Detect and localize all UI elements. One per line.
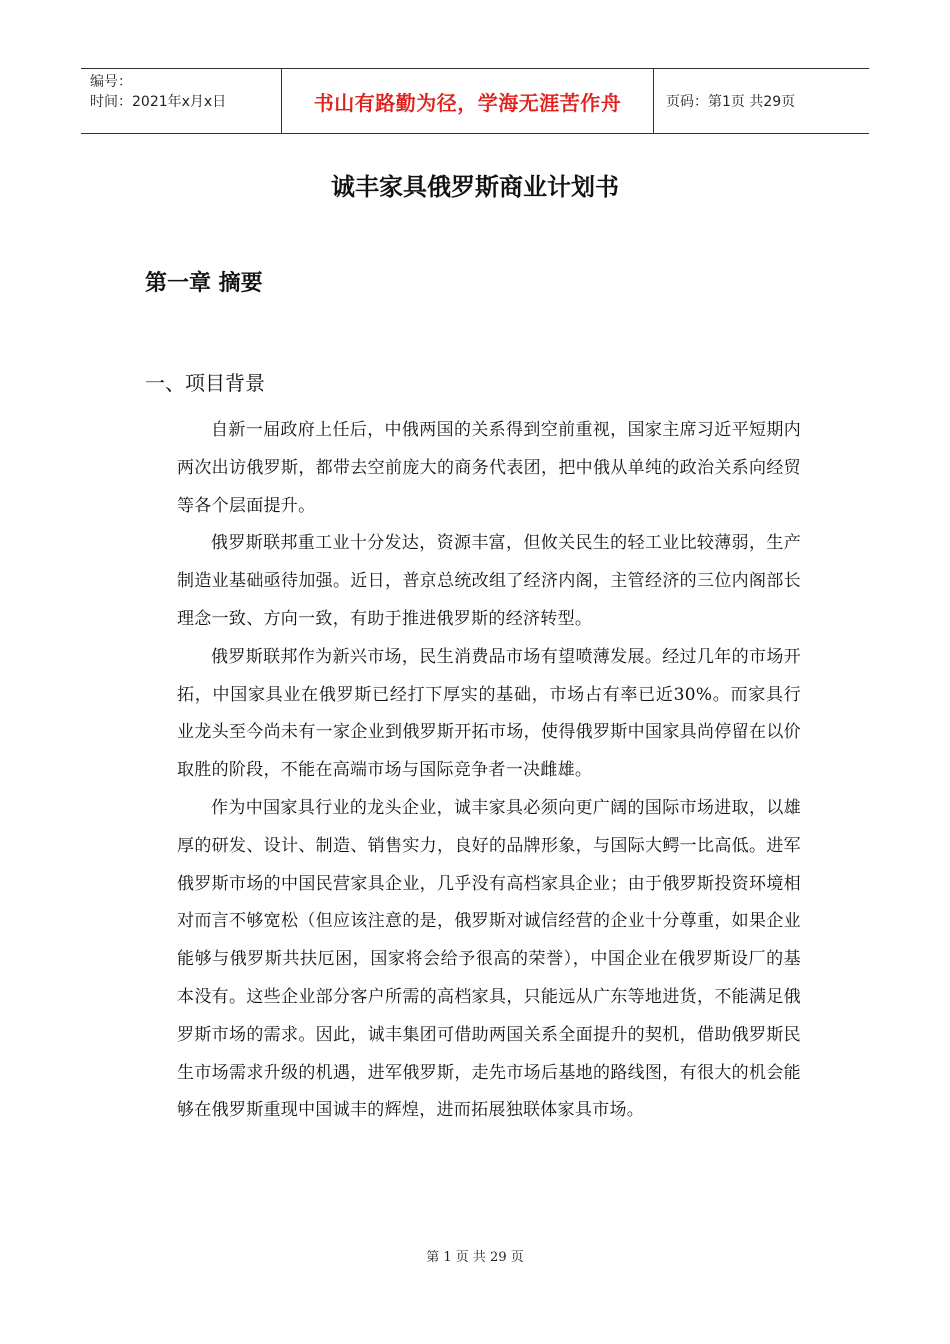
paragraph: 俄罗斯联邦重工业十分发达，资源丰富，但攸关民生的轻工业比较薄弱，生产制造业基础亟待加强。近日，普京总统改组了经济内阁，主管经济的三位内阁部长理念一致、方向一致，有助于推进俄罗斯的经济转型。 (177, 533, 801, 629)
paragraph: 作为中国家具行业的龙头企业，诚丰家具必须向更广阔的国际市场进取，以雄厚的研发、设计、制造、销售实力，良好的品牌形象，与国际大鳄一比高低。进军俄罗斯市场的中国民营家具企业，几乎没有高档家具企业；由于俄罗斯投资环境相对而言不够宽松（但应该注意的是，俄罗斯对诚信经营的企业十分尊重，如果企业能够与俄罗斯共扶厄困，国家将会给予很高的荣誉），中国企业在俄罗斯设厂的基本没有。这些企业部分客户所需的高档家具，只能远从广东等地进货，不能满足俄罗斯市场的需求。因此，诚丰集团可借助两国关系全面提升的契机，借助俄罗斯民生市场需求升级的机遇，进军俄罗斯，走先市场后基地的路线图，有很大的机会能够在俄罗斯重现中国诚丰的辉煌，进而拓展独联体家具市场。 (177, 797, 801, 1121)
header-page-info: 页码：第1页 共29页 (666, 94, 796, 110)
document-number-label: 编号： (90, 74, 132, 90)
paragraph: 自新一届政府上任后，中俄两国的关系得到空前重视，国家主席习近平短期内两次出访俄罗斯，都带去空前庞大的商务代表团，把中俄从单纯的政治关系向经贸等各个层面提升。 (177, 420, 801, 516)
chapter-heading: 第一章 摘要 (145, 271, 263, 296)
document-time-label: 时间：2021年x月x日 (90, 94, 227, 110)
document-title: 诚丰家具俄罗斯商业计划书 (331, 173, 619, 201)
header-motto: 书山有路勤为径，学海无涯苦作舟 (282, 69, 654, 133)
page-header (81, 68, 869, 134)
paragraph: 俄罗斯联邦作为新兴市场，民生消费品市场有望喷薄发展。经过几年的市场开拓，中国家具业在俄罗斯已经打下厚实的基础，市场占有率已近30%。而家具行业龙头至今尚未有一家企业到俄罗斯开拓市场，使得俄罗斯中国家具尚停留在以价取胜的阶段，不能在高端市场与国际竞争者一决雌雄。 (177, 646, 801, 781)
body-text (177, 412, 801, 1130)
header-meta-cell (81, 69, 282, 133)
section-heading: 一、项目背景 (145, 371, 265, 395)
page-footer: 第 1 页 共 29 页 (426, 1250, 524, 1265)
